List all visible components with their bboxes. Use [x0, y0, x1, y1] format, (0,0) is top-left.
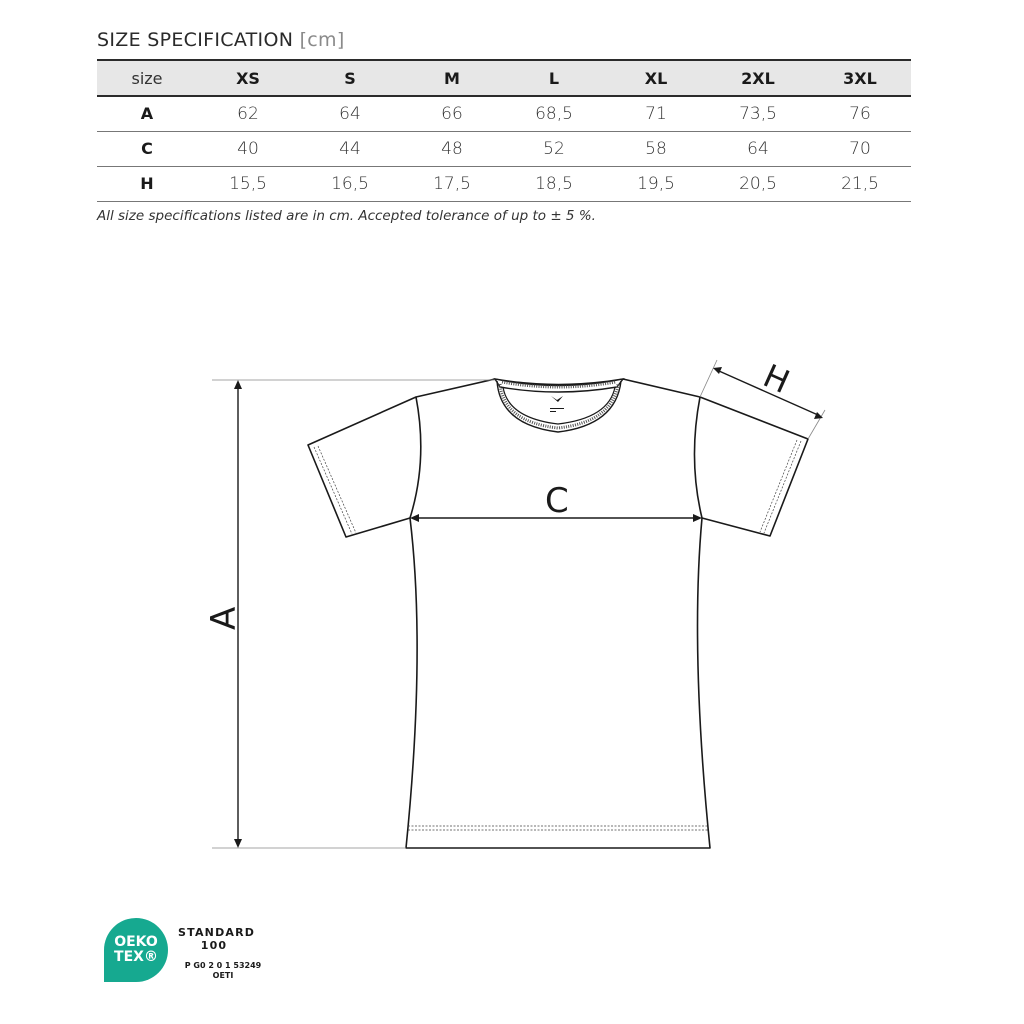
header-cell: XL: [644, 68, 668, 88]
table-cell: 62: [237, 103, 259, 124]
table-cell: 68,5: [535, 103, 573, 124]
table-cell: 17,5: [433, 173, 471, 194]
table-cell: 19,5: [637, 173, 675, 194]
table-cell: 66: [441, 103, 463, 124]
table-cell: 73,5: [739, 103, 777, 124]
left-sleeve: [308, 397, 416, 537]
table-header-row: [97, 60, 911, 96]
oeko-logo-line2: TEX®: [114, 949, 158, 965]
table-cell: 48: [441, 138, 463, 159]
table-row: [97, 131, 911, 166]
table-cell: 21,5: [841, 173, 879, 194]
tolerance-note: All size specifications listed are in cm. Accepted tolerance of up to ± 5 %.: [97, 208, 596, 224]
table-cell: 20,5: [739, 173, 777, 194]
brand-tag-icon: [550, 396, 564, 412]
table-cell: 44: [339, 138, 361, 159]
table-row: [97, 96, 911, 131]
table-row: [97, 166, 911, 201]
row-label: H: [140, 174, 154, 193]
size-specification-table: [97, 59, 911, 202]
oeko-certificate-code: [178, 961, 268, 981]
table-cell: 70: [849, 138, 871, 159]
table-cell: 71: [645, 103, 667, 124]
header-cell: L: [548, 68, 560, 88]
row-label: C: [141, 139, 153, 158]
right-sleeve: [700, 397, 808, 536]
header-cell: S: [344, 68, 356, 88]
measurement-h: [700, 360, 825, 439]
header-cell: M: [444, 68, 460, 88]
code-line2: OETI: [212, 971, 234, 980]
table-cell: 76: [849, 103, 871, 124]
table-cell: 52: [543, 138, 565, 159]
table-cell: 40: [237, 138, 259, 159]
tshirt-measurement-diagram: [0, 340, 1024, 870]
table-cell: 64: [747, 138, 769, 159]
table-cell: 64: [339, 103, 361, 124]
oeko-standard-label: [178, 926, 256, 952]
standard-line1: STANDARD: [178, 926, 256, 939]
row-label: A: [140, 104, 154, 124]
header-cell: size: [131, 68, 163, 88]
tshirt-outline: [406, 379, 710, 848]
page-title: [97, 29, 345, 51]
header-cell: 2XL: [741, 68, 775, 88]
oeko-logo-line1: OEKO: [114, 934, 158, 950]
header-cell: XS: [236, 68, 260, 88]
title-text: SIZE SPECIFICATION: [97, 29, 294, 51]
table-cell: 58: [645, 138, 667, 159]
oeko-tex-logo: [104, 918, 168, 982]
table-cell: 15,5: [229, 173, 267, 194]
collar-ribbing: [495, 379, 623, 432]
measurement-a-label: A: [204, 606, 244, 630]
measurement-c-label: C: [545, 481, 569, 521]
table-cell: 18,5: [535, 173, 573, 194]
header-cell: 3XL: [843, 68, 877, 88]
title-unit: [cm]: [299, 29, 345, 51]
table-cell: 16,5: [331, 173, 369, 194]
standard-line2: 100: [200, 939, 228, 952]
code-line1: P G0 2 0 1 53249: [184, 961, 262, 970]
measurement-a: [212, 380, 495, 848]
measurement-h-label: H: [757, 356, 796, 402]
